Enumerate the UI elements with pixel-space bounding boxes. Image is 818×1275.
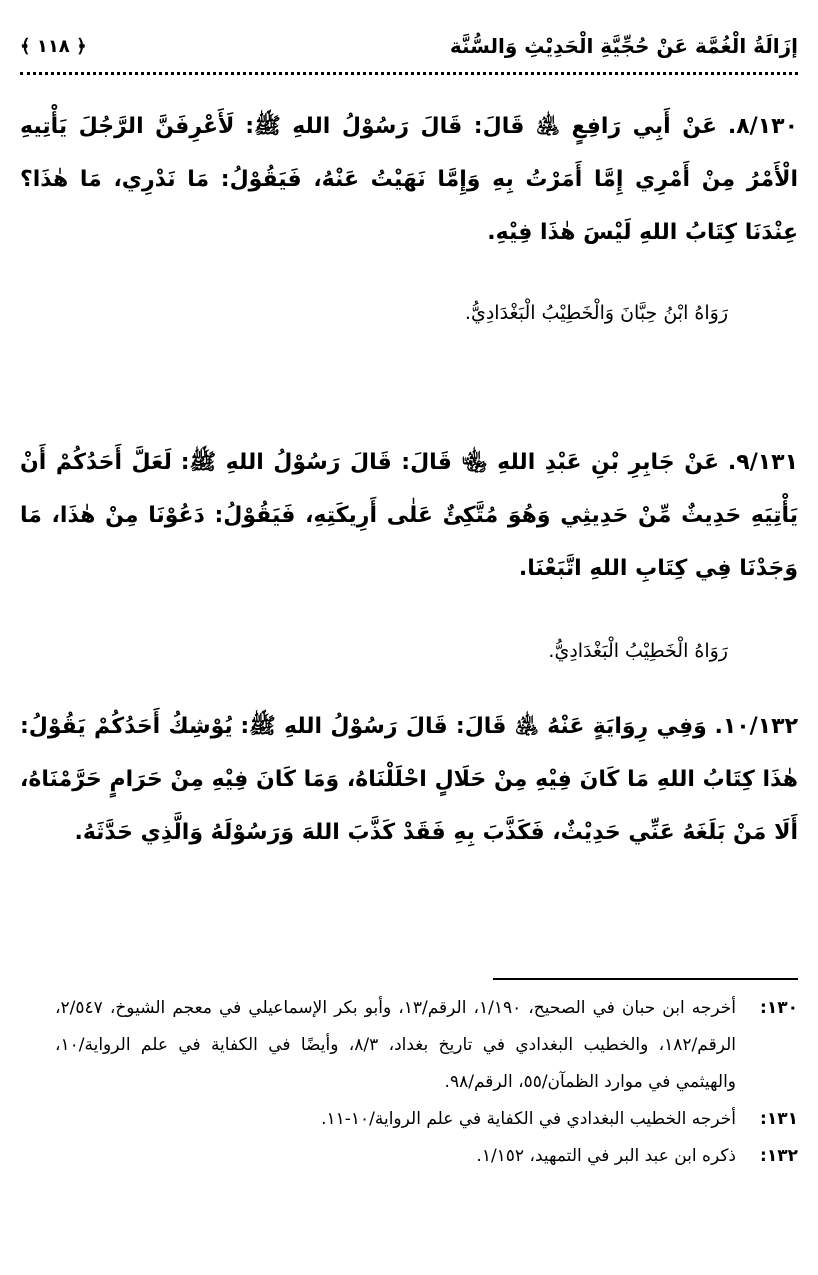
- hadith-text: يُوْشِكُ أَحَدُكُمْ يَقُوْلُ: هٰذَا كِتَابُ اللهِ مَا كَانَ فِيْهِ مِنْ حَلَالٍ احْلَلْنَاهُ، وَمَا كَانَ فِيْهِ مِنْ حَرَامٍ حَرَّمْنَاهُ، أَلَا مَنْ بَلَغَهُ عَنِّي حَدِيْثٌ، فَكَذَّبَ بِهِ فَقَدْ كَذَّبَ اللهَ وَرَسُوْلَهُ وَالَّذِي حَدَّثَهُ.: [20, 714, 798, 845]
- header-divider: [20, 72, 798, 75]
- footnote-130: [55, 990, 798, 1101]
- hadith-chain: عَنْ جَابِرِ بْنِ عَبْدِ اللهِ ﵄ قَالَ: قَالَ رَسُوْلُ اللهِ ﷺ:: [180, 450, 720, 475]
- footnote-132: [55, 1138, 798, 1175]
- hadith-text: لَأَعْرِفَنَّ الرَّجُلَ يَأْتِيهِ الْأَمْرُ مِنْ أَمْرِي إِمَّا أَمَرْتُ بِهِ وَإِمَّا نَهَيْتُ عَنْهُ، فَيَقُوْلُ: مَا نَدْرِي، مَا هٰذَا؟ عِنْدَنَا كِتَابُ اللهِ لَيْسَ هٰذَا فِيْهِ.: [20, 114, 798, 245]
- footnote-divider: [493, 978, 798, 980]
- hadith-text: لَعَلَّ أَحَدُكُمْ أَنْ يَأْتِيَهِ حَدِيثٌ مِّنْ حَدِيثِي وَهُوَ مُتَّكِئٌ عَلٰى أَرِيكَتِهِ، فَيَقُوْلُ: دَعُوْنَا مِنْ هٰذَا، مَا وَجَدْنَا فِي كِتَابِ اللهِ اتَّبَعْنَا.: [20, 450, 798, 581]
- hadith-130: [20, 100, 798, 259]
- hadith-131: [20, 436, 798, 595]
- footnote-text: أخرجه الخطيب البغدادي في الكفاية في علم الرواية/١٠-١١.: [321, 1109, 736, 1129]
- footnote-131: [55, 1101, 798, 1138]
- hadith-source: رَوَاهُ الْخَطِيْبُ الْبَغْدَادِيُّ.: [548, 640, 728, 662]
- footnote-number: ١٣٠:: [760, 998, 798, 1018]
- footnotes: [55, 990, 798, 1175]
- book-title: إزَالَةُ الْغُمَّة عَنْ حُجِّيَّةِ الْحَدِيْثِ وَالسُّنَّة: [449, 34, 798, 58]
- page-number: ﴿ ١١٨ ﴾: [20, 35, 87, 57]
- hadith-source: رَوَاهُ ابْنُ حِبَّانَ وَالْخَطِيْبُ الْبَغْدَادِيُّ.: [464, 302, 728, 324]
- hadith-132: [20, 700, 798, 859]
- hadith-chain: عَنْ أَبِي رَافِعٍ ﵁ قَالَ: قَالَ رَسُوْلُ اللهِ ﷺ:: [245, 114, 718, 139]
- hadith-chain: وَفِي رِوَايَةٍ عَنْهُ ﵁ قَالَ: قَالَ رَسُوْلُ اللهِ ﷺ:: [240, 714, 707, 739]
- footnote-number: ١٣٢:: [760, 1146, 798, 1166]
- hadith-number: ٩/١٣١.: [727, 450, 799, 475]
- footnote-text: أخرجه ابن حبان في الصحيح، ١/١٩٠، الرقم/١٣، وأبو بكر الإسماعيلي في معجم الشيوخ، ٢/٥٤٧، الرقم/١٨٢، والخطيب البغدادي في تاريخ بغداد، ٨/٣، وأيضًا في الكفاية في علم الرواية/١٠، والهيثمي في موارد الظمآن/٥٥، الرقم/٩٨.: [55, 998, 736, 1092]
- hadith-number: ١٠/١٣٢.: [714, 714, 799, 739]
- page-header: [20, 28, 798, 64]
- hadith-number: ٨/١٣٠.: [727, 114, 798, 139]
- footnote-text: ذكره ابن عبد البر في التمهيد، ١/١٥٢.: [476, 1146, 736, 1166]
- footnote-number: ١٣١:: [760, 1109, 798, 1129]
